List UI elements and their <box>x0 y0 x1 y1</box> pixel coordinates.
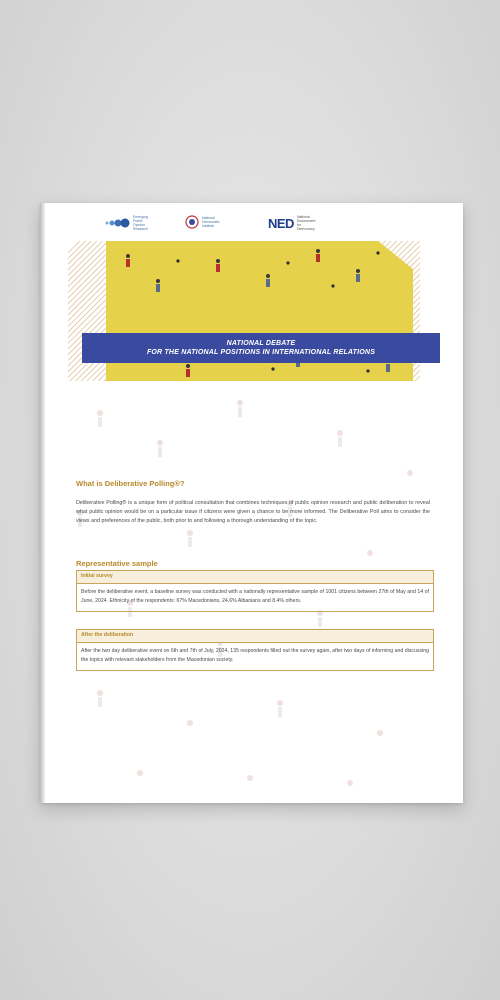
logo-ndi <box>185 215 224 229</box>
logo-ned <box>268 215 319 231</box>
after-deliberation-body: After the two day deliberative event on 6th and 7th of July, 2024, 135 respondents filled out the survey again, after two days of informing and discussing the topics with relevant stakeholders from the Macedonian society. <box>81 648 429 663</box>
banner-line2: FOR THE NATIONAL POSITIONS IN INTERNATIONAL RELATIONS <box>146 349 376 356</box>
logo-public-opinion <box>104 215 155 231</box>
initial-survey-box <box>76 570 434 612</box>
logo3-text: National Endowment for Democracy <box>296 215 316 231</box>
what-is-body: Deliberative Polling® is a unique form of political consultation that combines techniques of public opinion research and public deliberation to reveal what public opinion would be on a particular issue if citizens were given a chance to be more informed. The Deliberative Poll aims to consider the views and preferences of the public, both prior to and following a thorough understanding of the topic. <box>76 500 430 524</box>
partner-logos <box>100 215 420 243</box>
initial-survey-heading: Initial survey <box>77 571 433 584</box>
hero-image <box>68 241 420 381</box>
title-banner <box>82 333 440 363</box>
initial-survey-body: Before the deliberative event, a baseline survey was conducted with a nationally representative sample of 1001 citizens between 27th of May and 14 of June, 2024. Ethnicity of the respondents: 67% Macedonians, 24.6% Albanians and 8.4% others. <box>81 589 429 604</box>
after-deliberation-heading: After the deliberation <box>77 630 433 643</box>
ned-brand: NED <box>268 215 294 231</box>
booklet-page <box>40 203 463 803</box>
logo2-text: National Democratic Institute <box>202 216 220 228</box>
logo1-text: Emerging Public Opinion Research <box>133 215 148 231</box>
what-is-title: What is Deliberative Polling®? <box>76 479 185 488</box>
after-deliberation-box <box>76 629 434 671</box>
globe-logo-icon <box>185 215 199 229</box>
dots-logo-icon <box>104 216 130 230</box>
representative-sample-title: Representative sample <box>76 559 158 568</box>
banner-line1: NATIONAL DEBATE <box>226 340 296 347</box>
